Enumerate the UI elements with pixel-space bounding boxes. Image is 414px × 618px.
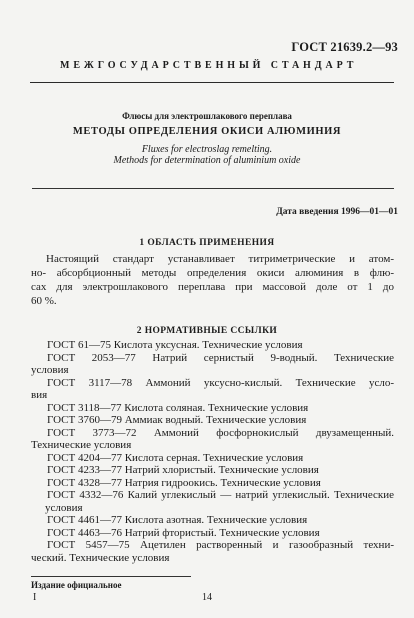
reference-line: ГОСТ 4461—77 Кислота азотная. Технические условия [47, 514, 308, 526]
standard-type-heading: МЕЖГОСУДАРСТВЕННЫЙ СТАНДАРТ [60, 60, 358, 71]
reference-line: ГОСТ 3773—72 Аммоний фосфорнокислый двузамещенный. [47, 426, 394, 439]
paragraph-line: 60 %. [31, 295, 57, 307]
reference-line: ГОСТ 4204—77 Кислота серная. Технические условия [47, 451, 304, 464]
reference-line: ГОСТ 2053—77 Натрий сернистый 9-водный. Технические [47, 351, 394, 364]
reference-line: условия [31, 364, 69, 376]
english-title-line-2: Methods for determination of aluminium oxide [113, 155, 301, 166]
reference-line: Технические условия [31, 439, 132, 451]
paragraph-line: но- абсорбционный методы определения окиси алюминия в флю- [31, 267, 394, 279]
reference-line: ГОСТ 61—75 Кислота уксусная. Технические условия [47, 339, 303, 351]
reference-line: ГОСТ 5457—75 Ацетилен растворенный и газообразный техни- [47, 539, 394, 551]
reference-line: условия [45, 501, 83, 514]
introduction-date: Дата введения 1996—01—01 [276, 207, 398, 217]
reference-line: ГОСТ 4233—77 Натрий хлористый. Технические условия [47, 464, 319, 476]
section-1-heading: 1 ОБЛАСТЬ ПРИМЕНЕНИЯ [139, 238, 275, 248]
document-subject: Флюсы для электрошлакового переплава [122, 111, 292, 121]
official-edition-label: Издание официальное [31, 580, 122, 590]
english-title-line-1: Fluxes for electroslag remelting. [141, 144, 273, 155]
section-1-paragraph [31, 252, 394, 308]
reference-line: ГОСТ 4332—76 Калий углекислый — натрий углекислый. Технические [47, 489, 394, 501]
reference-line: ГОСТ 4463—76 Натрий фтористый. Технические условия [47, 526, 320, 539]
footer-rule [31, 576, 191, 577]
reference-line: ческий. Технические условия [31, 551, 170, 564]
reference-line: ГОСТ 4328—77 Натрия гидроокись. Технические условия [47, 476, 321, 489]
paragraph-line: сах для электрошлакового переплава при массовой доле от 1 до [31, 281, 394, 293]
reference-line: ГОСТ 3760—79 Аммиак водный. Технические условия [47, 414, 307, 426]
page-number: 14 [202, 592, 212, 603]
document-title: МЕТОДЫ ОПРЕДЕЛЕНИЯ ОКИСИ АЛЮМИНИЯ [72, 126, 342, 137]
reference-line: вия [31, 389, 48, 401]
title-rule [32, 188, 394, 189]
document-code: ГОСТ 21639.2—93 [291, 40, 398, 54]
header-rule [30, 82, 394, 83]
reference-line: ГОСТ 3117—78 Аммоний уксусно-кислый. Технические усло- [47, 376, 394, 389]
section-2-heading: 2 НОРМАТИВНЫЕ ССЫЛКИ [136, 326, 278, 336]
normative-references-list [31, 339, 394, 564]
reference-line: ГОСТ 3118—77 Кислота соляная. Технические условия [47, 401, 309, 414]
paragraph-line: Настоящий стандарт устанавливает титриметрические и атом- [46, 253, 394, 265]
page-mark: I [33, 592, 37, 603]
